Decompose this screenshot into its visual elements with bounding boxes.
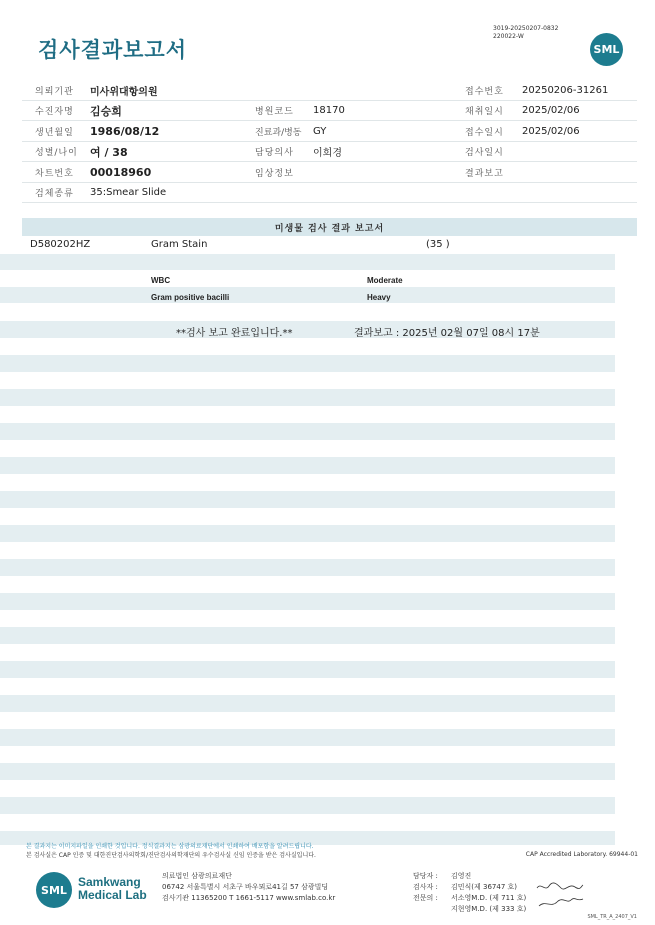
staff-name: 김영진 [451, 872, 472, 880]
hospital-code-value: 18170 [313, 105, 345, 116]
print-notice: 본 결과지는 이미지파일을 인쇄한 것입니다. 정식결과지는 삼광의료재단에서 인쇄하여 배포함을 알려드립니다. [26, 843, 314, 850]
stripe [0, 254, 615, 270]
staff-label: 담당자 : [413, 872, 438, 880]
report-time: 결과보고 : 2025년 02월 07일 08시 17분 [354, 328, 540, 339]
stripe [0, 729, 615, 746]
lab-contact: 검사기관 11365200 T 1661-5117 www.smlab.co.kr [162, 894, 336, 902]
staff-row [413, 871, 526, 882]
specimen-type-label: 검체종류 [35, 189, 74, 199]
info-row [22, 101, 637, 122]
hospital-code-label: 병원코드 [255, 107, 294, 117]
referring-institution-value: 미사위대항의원 [90, 86, 158, 98]
staff-name: 김민식(제 36747 호) [451, 883, 517, 891]
test-name: Gram Stain [151, 239, 208, 250]
clinical-info-label: 임상정보 [255, 168, 294, 179]
result-report-label: 결과보고 [465, 168, 504, 179]
patient-name-label: 수진자명 [35, 107, 74, 117]
staff-label: 검사자 : [413, 883, 438, 891]
stripe [0, 593, 615, 610]
stripe [0, 627, 615, 644]
stripe [0, 355, 615, 372]
receipt-number-value: 20250206-31261 [522, 84, 609, 96]
patient-info-table [22, 80, 637, 203]
sml-logo: SML [590, 33, 623, 66]
info-row [22, 183, 637, 204]
stripe [0, 661, 615, 678]
referring-institution-label: 의뢰기관 [35, 86, 74, 97]
receipt-date-label: 접수일시 [465, 127, 504, 138]
specimen-number: (35 ) [426, 239, 450, 250]
staff-name: 지현영M.D. (제 333 호) [451, 905, 527, 913]
cap-accreditation: CAP Accredited Laboratory. 69944-01 [525, 851, 638, 858]
brand-line2: Medical Lab [78, 888, 147, 902]
document-number-line1: 3019-20250207-0832 [493, 25, 559, 32]
collection-date-label: 채취일시 [465, 107, 504, 117]
test-date-label: 검사일시 [465, 148, 504, 158]
stripe [0, 423, 615, 440]
document-number [493, 25, 558, 41]
staff-row [413, 882, 526, 893]
stripe [0, 763, 615, 780]
birth-date-value: 1986/08/12 [90, 124, 160, 138]
stripe [0, 797, 615, 814]
department-label: 진료과/병동 [255, 127, 302, 138]
receipt-date-value: 2025/02/06 [522, 125, 580, 137]
department-value: GY [313, 125, 327, 137]
staff-label [413, 904, 451, 915]
page-title: 검사결과보고서 [38, 38, 188, 62]
patient-name-value: 김승희 [90, 104, 122, 118]
brand-line1: Samkwang [78, 875, 141, 889]
report-complete-text: **검사 보고 완료입니다.** [176, 328, 293, 339]
staff-row [413, 893, 526, 904]
test-code: D580202HZ [30, 239, 91, 250]
lab-name: 의료법인 삼광의료재단 [162, 872, 232, 880]
result-item-wbc: WBC [151, 276, 171, 285]
report-section-header: 미생물 검사 결과 보고서 [22, 218, 637, 236]
accreditation-notice: 본 검사실은 CAP 인증 및 대한진단검사의학회/진단검사의학재단의 우수검사실 신임 인증을 받은 검사실입니다. [26, 852, 316, 859]
chart-number-label: 차트번호 [35, 168, 74, 179]
sex-age-value: 여 / 38 [90, 145, 128, 159]
chart-number-value: 00018960 [90, 165, 152, 179]
staff-label: 전문의 : [413, 894, 438, 902]
info-row [22, 121, 637, 142]
staff-row [413, 904, 526, 915]
birth-date-label: 생년월일 [35, 127, 74, 138]
info-row [22, 162, 637, 183]
info-row [22, 142, 637, 163]
specimen-type-value: 35:Smear Slide [90, 187, 167, 198]
staff-list [413, 871, 526, 915]
stripe [0, 287, 615, 303]
stripe [0, 559, 615, 576]
lab-address [162, 871, 335, 904]
document-number-line2: 220022-W [493, 33, 524, 40]
info-row [22, 80, 637, 101]
physician-value: 이희경 [313, 148, 342, 159]
brand-name [78, 876, 147, 902]
receipt-number-label: 접수번호 [465, 86, 504, 97]
stripe [0, 457, 615, 474]
stripe [0, 695, 615, 712]
result-item-gram-positive-bacilli: Gram positive bacilli [151, 293, 230, 302]
signature [535, 880, 585, 910]
form-code: SML_TR_A_2407_V1 [587, 914, 637, 920]
stripe [0, 389, 615, 406]
physician-label: 담당의사 [255, 148, 294, 158]
lab-street-address: 06742 서울특별시 서초구 바우뫼로41길 57 삼광빌딩 [162, 883, 329, 891]
collection-date-value: 2025/02/06 [522, 105, 580, 116]
stripe [0, 491, 615, 508]
staff-name: 서소영M.D. (제 711 호) [451, 894, 527, 902]
stripe [0, 525, 615, 542]
result-value-gram-positive-bacilli: Heavy [367, 293, 391, 302]
sex-age-label: 성별/나이 [35, 148, 78, 158]
result-value-wbc: Moderate [367, 276, 403, 285]
sml-footer-logo: SML [36, 872, 72, 908]
